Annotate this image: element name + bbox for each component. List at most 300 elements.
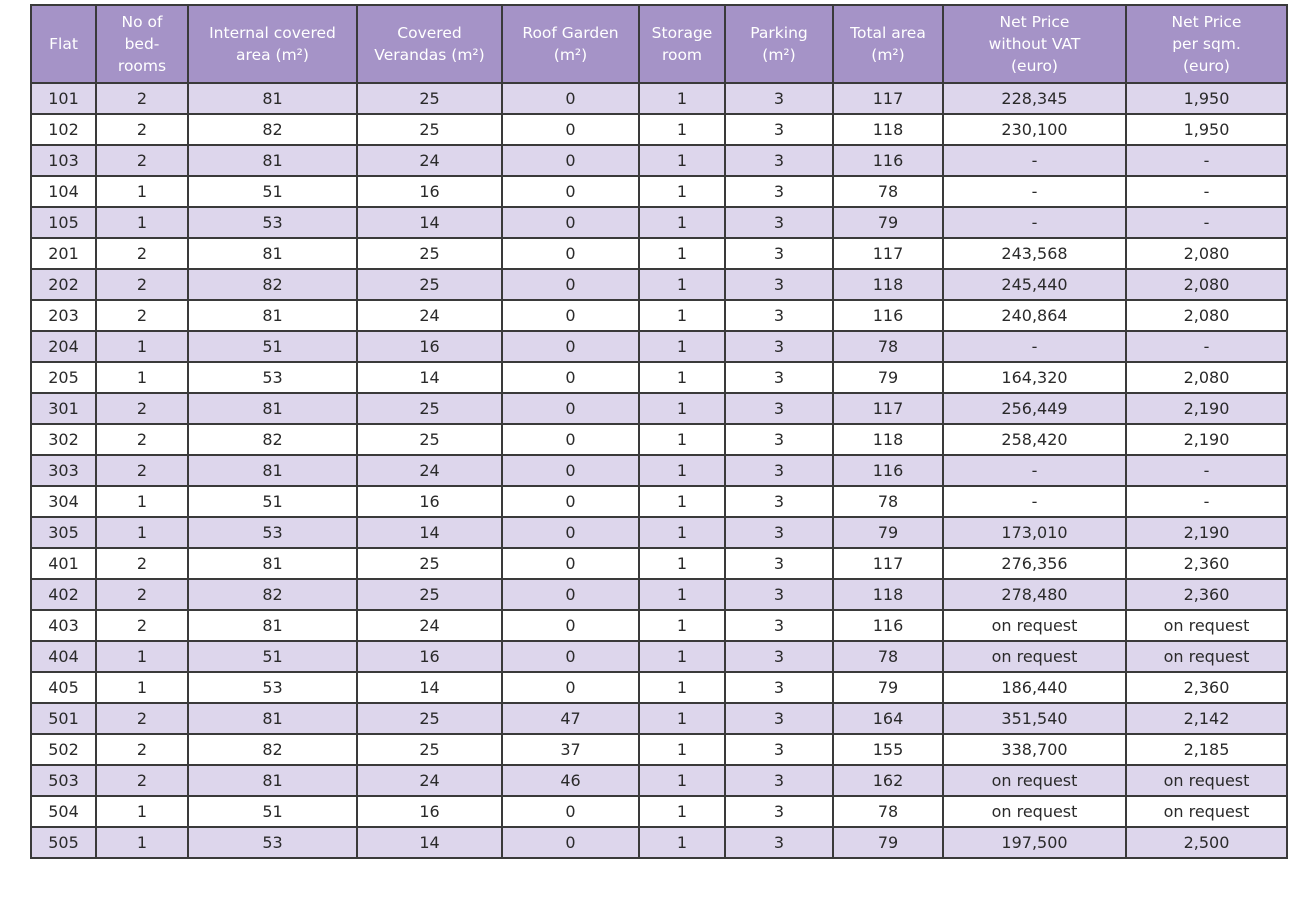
cell-roof-garden: 0: [502, 176, 639, 207]
cell-flat: 102: [31, 114, 96, 145]
cell-flat: 101: [31, 83, 96, 114]
cell-roof-garden: 0: [502, 300, 639, 331]
cell-total-area: 79: [833, 672, 943, 703]
cell-roof-garden: 0: [502, 641, 639, 672]
cell-roof-garden: 0: [502, 579, 639, 610]
column-header-verandas: [357, 5, 502, 83]
cell-bedrooms: 1: [96, 176, 188, 207]
cell-total-area: 117: [833, 83, 943, 114]
cell-storage-room: 1: [639, 548, 725, 579]
cell-price-per-sqm: 2,360: [1126, 672, 1287, 703]
cell-bedrooms: 1: [96, 362, 188, 393]
cell-internal-area: 51: [188, 486, 357, 517]
column-header-line: Verandas (m²): [374, 46, 485, 64]
header-row: [31, 5, 1287, 83]
table-row: [31, 672, 1287, 703]
cell-price-per-sqm: 2,080: [1126, 362, 1287, 393]
column-header-line: (m²): [553, 46, 588, 64]
cell-storage-room: 1: [639, 455, 725, 486]
cell-flat: 402: [31, 579, 96, 610]
cell-price-per-sqm: on request: [1126, 610, 1287, 641]
cell-total-area: 116: [833, 455, 943, 486]
cell-flat: 305: [31, 517, 96, 548]
cell-total-area: 116: [833, 610, 943, 641]
cell-internal-area: 81: [188, 610, 357, 641]
cell-net-price: 164,320: [943, 362, 1126, 393]
cell-parking: 3: [725, 765, 833, 796]
cell-bedrooms: 2: [96, 269, 188, 300]
cell-net-price: -: [943, 145, 1126, 176]
cell-net-price: 256,449: [943, 393, 1126, 424]
cell-storage-room: 1: [639, 517, 725, 548]
cell-storage-room: 1: [639, 331, 725, 362]
cell-parking: 3: [725, 734, 833, 765]
cell-flat: 405: [31, 672, 96, 703]
column-header-line: Roof Garden: [522, 24, 619, 42]
cell-flat: 302: [31, 424, 96, 455]
cell-price-per-sqm: 1,950: [1126, 83, 1287, 114]
cell-flat: 503: [31, 765, 96, 796]
column-header-line: Internal covered: [209, 24, 336, 42]
cell-internal-area: 82: [188, 579, 357, 610]
cell-roof-garden: 0: [502, 207, 639, 238]
cell-bedrooms: 2: [96, 424, 188, 455]
column-header-bedrooms: [96, 5, 188, 83]
cell-price-per-sqm: -: [1126, 145, 1287, 176]
column-header-line: area (m²): [236, 46, 309, 64]
cell-internal-area: 82: [188, 734, 357, 765]
column-header-line: Flat: [49, 35, 78, 53]
cell-verandas: 14: [357, 827, 502, 858]
cell-storage-room: 1: [639, 83, 725, 114]
cell-price-per-sqm: 2,080: [1126, 300, 1287, 331]
cell-price-per-sqm: -: [1126, 455, 1287, 486]
column-header-flat: [31, 5, 96, 83]
cell-price-per-sqm: -: [1126, 207, 1287, 238]
cell-internal-area: 82: [188, 269, 357, 300]
cell-net-price: on request: [943, 641, 1126, 672]
cell-internal-area: 53: [188, 517, 357, 548]
table-row: [31, 827, 1287, 858]
cell-roof-garden: 0: [502, 362, 639, 393]
cell-verandas: 25: [357, 269, 502, 300]
cell-verandas: 25: [357, 238, 502, 269]
table-row: [31, 362, 1287, 393]
cell-parking: 3: [725, 796, 833, 827]
cell-price-per-sqm: 2,080: [1126, 269, 1287, 300]
cell-internal-area: 81: [188, 83, 357, 114]
cell-parking: 3: [725, 548, 833, 579]
cell-price-per-sqm: on request: [1126, 796, 1287, 827]
cell-net-price: 197,500: [943, 827, 1126, 858]
table-row: [31, 176, 1287, 207]
cell-verandas: 25: [357, 393, 502, 424]
table-body: [31, 83, 1287, 858]
column-header-line: (euro): [1011, 57, 1058, 75]
cell-roof-garden: 46: [502, 765, 639, 796]
cell-roof-garden: 0: [502, 114, 639, 145]
cell-price-per-sqm: -: [1126, 176, 1287, 207]
cell-roof-garden: 0: [502, 269, 639, 300]
cell-parking: 3: [725, 331, 833, 362]
cell-price-per-sqm: 2,190: [1126, 424, 1287, 455]
cell-flat: 301: [31, 393, 96, 424]
table-row: [31, 145, 1287, 176]
table-row: [31, 610, 1287, 641]
cell-flat: 205: [31, 362, 96, 393]
cell-verandas: 16: [357, 486, 502, 517]
column-header-internal-area: [188, 5, 357, 83]
cell-storage-room: 1: [639, 269, 725, 300]
cell-parking: 3: [725, 672, 833, 703]
cell-internal-area: 51: [188, 331, 357, 362]
cell-verandas: 25: [357, 114, 502, 145]
cell-internal-area: 81: [188, 765, 357, 796]
column-header-line: (m²): [762, 46, 796, 64]
cell-net-price: 276,356: [943, 548, 1126, 579]
column-header-line: No of: [121, 13, 163, 31]
cell-net-price: 243,568: [943, 238, 1126, 269]
cell-flat: 504: [31, 796, 96, 827]
cell-bedrooms: 1: [96, 517, 188, 548]
cell-flat: 502: [31, 734, 96, 765]
cell-roof-garden: 37: [502, 734, 639, 765]
cell-verandas: 16: [357, 331, 502, 362]
table-row: [31, 455, 1287, 486]
cell-verandas: 14: [357, 362, 502, 393]
table-row: [31, 238, 1287, 269]
cell-bedrooms: 2: [96, 300, 188, 331]
table-row: [31, 83, 1287, 114]
cell-total-area: 78: [833, 641, 943, 672]
price-table-container: [30, 4, 1288, 859]
cell-verandas: 14: [357, 672, 502, 703]
column-header-line: Parking: [750, 24, 808, 42]
table-row: [31, 796, 1287, 827]
cell-bedrooms: 2: [96, 734, 188, 765]
cell-bedrooms: 2: [96, 703, 188, 734]
cell-net-price: -: [943, 176, 1126, 207]
table-header: [31, 5, 1287, 83]
cell-parking: 3: [725, 207, 833, 238]
cell-total-area: 78: [833, 796, 943, 827]
cell-net-price: 351,540: [943, 703, 1126, 734]
cell-roof-garden: 0: [502, 610, 639, 641]
cell-total-area: 118: [833, 424, 943, 455]
cell-roof-garden: 0: [502, 331, 639, 362]
cell-bedrooms: 2: [96, 610, 188, 641]
cell-internal-area: 53: [188, 362, 357, 393]
table-row: [31, 548, 1287, 579]
cell-verandas: 24: [357, 455, 502, 486]
cell-internal-area: 53: [188, 207, 357, 238]
cell-roof-garden: 47: [502, 703, 639, 734]
cell-verandas: 16: [357, 641, 502, 672]
cell-total-area: 155: [833, 734, 943, 765]
column-header-line: without VAT: [988, 35, 1081, 53]
cell-storage-room: 1: [639, 300, 725, 331]
cell-total-area: 118: [833, 579, 943, 610]
cell-total-area: 78: [833, 486, 943, 517]
cell-bedrooms: 1: [96, 796, 188, 827]
cell-price-per-sqm: 2,142: [1126, 703, 1287, 734]
cell-internal-area: 82: [188, 424, 357, 455]
table-row: [31, 765, 1287, 796]
cell-bedrooms: 1: [96, 486, 188, 517]
cell-storage-room: 1: [639, 734, 725, 765]
cell-price-per-sqm: 2,360: [1126, 579, 1287, 610]
cell-total-area: 117: [833, 393, 943, 424]
column-header-parking: [725, 5, 833, 83]
cell-flat: 303: [31, 455, 96, 486]
column-header-line: bed-: [124, 35, 160, 53]
cell-bedrooms: 2: [96, 579, 188, 610]
cell-roof-garden: 0: [502, 672, 639, 703]
cell-flat: 201: [31, 238, 96, 269]
cell-verandas: 16: [357, 176, 502, 207]
cell-internal-area: 81: [188, 548, 357, 579]
column-header-line: per sqm.: [1172, 35, 1241, 53]
cell-parking: 3: [725, 238, 833, 269]
cell-parking: 3: [725, 486, 833, 517]
cell-roof-garden: 0: [502, 455, 639, 486]
cell-net-price: 278,480: [943, 579, 1126, 610]
cell-total-area: 117: [833, 238, 943, 269]
cell-bedrooms: 1: [96, 331, 188, 362]
cell-storage-room: 1: [639, 796, 725, 827]
cell-total-area: 116: [833, 300, 943, 331]
cell-storage-room: 1: [639, 610, 725, 641]
price-table: [30, 4, 1288, 859]
cell-internal-area: 51: [188, 641, 357, 672]
cell-net-price: 186,440: [943, 672, 1126, 703]
cell-parking: 3: [725, 610, 833, 641]
cell-verandas: 24: [357, 300, 502, 331]
cell-flat: 403: [31, 610, 96, 641]
cell-verandas: 25: [357, 703, 502, 734]
cell-roof-garden: 0: [502, 83, 639, 114]
cell-flat: 104: [31, 176, 96, 207]
cell-flat: 304: [31, 486, 96, 517]
cell-parking: 3: [725, 517, 833, 548]
cell-storage-room: 1: [639, 393, 725, 424]
cell-storage-room: 1: [639, 672, 725, 703]
cell-verandas: 14: [357, 207, 502, 238]
cell-verandas: 24: [357, 765, 502, 796]
cell-parking: 3: [725, 827, 833, 858]
cell-parking: 3: [725, 393, 833, 424]
cell-net-price: on request: [943, 610, 1126, 641]
cell-storage-room: 1: [639, 424, 725, 455]
cell-bedrooms: 2: [96, 455, 188, 486]
table-row: [31, 300, 1287, 331]
cell-bedrooms: 2: [96, 548, 188, 579]
cell-internal-area: 53: [188, 672, 357, 703]
cell-bedrooms: 2: [96, 393, 188, 424]
cell-storage-room: 1: [639, 703, 725, 734]
cell-bedrooms: 1: [96, 827, 188, 858]
cell-flat: 401: [31, 548, 96, 579]
cell-verandas: 25: [357, 83, 502, 114]
cell-internal-area: 81: [188, 393, 357, 424]
cell-total-area: 79: [833, 362, 943, 393]
cell-flat: 203: [31, 300, 96, 331]
column-header-line: Total area: [850, 24, 926, 42]
cell-price-per-sqm: -: [1126, 486, 1287, 517]
cell-bedrooms: 2: [96, 83, 188, 114]
cell-parking: 3: [725, 83, 833, 114]
cell-internal-area: 81: [188, 145, 357, 176]
cell-net-price: -: [943, 331, 1126, 362]
cell-storage-room: 1: [639, 362, 725, 393]
cell-net-price: 240,864: [943, 300, 1126, 331]
table-row: [31, 269, 1287, 300]
column-header-line: (euro): [1183, 57, 1230, 75]
cell-internal-area: 81: [188, 238, 357, 269]
cell-total-area: 116: [833, 145, 943, 176]
cell-parking: 3: [725, 424, 833, 455]
cell-verandas: 25: [357, 579, 502, 610]
table-row: [31, 114, 1287, 145]
cell-net-price: 245,440: [943, 269, 1126, 300]
cell-roof-garden: 0: [502, 796, 639, 827]
cell-total-area: 78: [833, 176, 943, 207]
cell-net-price: -: [943, 207, 1126, 238]
cell-bedrooms: 2: [96, 238, 188, 269]
cell-flat: 505: [31, 827, 96, 858]
column-header-storage-room: [639, 5, 725, 83]
cell-net-price: 338,700: [943, 734, 1126, 765]
cell-net-price: on request: [943, 796, 1126, 827]
cell-verandas: 25: [357, 548, 502, 579]
cell-roof-garden: 0: [502, 827, 639, 858]
table-row: [31, 517, 1287, 548]
cell-parking: 3: [725, 269, 833, 300]
cell-price-per-sqm: 2,190: [1126, 517, 1287, 548]
cell-price-per-sqm: -: [1126, 331, 1287, 362]
cell-storage-room: 1: [639, 114, 725, 145]
column-header-total-area: [833, 5, 943, 83]
cell-price-per-sqm: on request: [1126, 641, 1287, 672]
cell-storage-room: 1: [639, 765, 725, 796]
cell-net-price: -: [943, 486, 1126, 517]
cell-flat: 103: [31, 145, 96, 176]
cell-storage-room: 1: [639, 486, 725, 517]
column-header-line: Net Price: [1171, 13, 1242, 31]
cell-total-area: 162: [833, 765, 943, 796]
table-row: [31, 579, 1287, 610]
table-row: [31, 486, 1287, 517]
table-row: [31, 424, 1287, 455]
column-header-line: Storage: [651, 24, 713, 42]
table-row: [31, 393, 1287, 424]
cell-parking: 3: [725, 641, 833, 672]
cell-net-price: -: [943, 455, 1126, 486]
column-header-roof-garden: [502, 5, 639, 83]
cell-bedrooms: 2: [96, 765, 188, 796]
table-row: [31, 207, 1287, 238]
cell-bedrooms: 1: [96, 207, 188, 238]
cell-net-price: 258,420: [943, 424, 1126, 455]
cell-storage-room: 1: [639, 238, 725, 269]
cell-net-price: 173,010: [943, 517, 1126, 548]
cell-total-area: 164: [833, 703, 943, 734]
table-row: [31, 734, 1287, 765]
cell-storage-room: 1: [639, 827, 725, 858]
table-row: [31, 703, 1287, 734]
cell-parking: 3: [725, 114, 833, 145]
cell-flat: 204: [31, 331, 96, 362]
column-header-line: room: [661, 46, 703, 64]
table-row: [31, 641, 1287, 672]
cell-internal-area: 51: [188, 796, 357, 827]
cell-roof-garden: 0: [502, 548, 639, 579]
cell-internal-area: 81: [188, 703, 357, 734]
cell-flat: 404: [31, 641, 96, 672]
cell-parking: 3: [725, 455, 833, 486]
cell-price-per-sqm: on request: [1126, 765, 1287, 796]
cell-parking: 3: [725, 300, 833, 331]
cell-roof-garden: 0: [502, 238, 639, 269]
column-header-line: Covered: [397, 24, 462, 42]
cell-net-price: 230,100: [943, 114, 1126, 145]
column-header-line: (m²): [871, 46, 905, 64]
cell-storage-room: 1: [639, 579, 725, 610]
cell-roof-garden: 0: [502, 486, 639, 517]
cell-verandas: 24: [357, 145, 502, 176]
cell-roof-garden: 0: [502, 424, 639, 455]
cell-verandas: 24: [357, 610, 502, 641]
cell-verandas: 14: [357, 517, 502, 548]
cell-verandas: 25: [357, 424, 502, 455]
cell-internal-area: 53: [188, 827, 357, 858]
cell-storage-room: 1: [639, 641, 725, 672]
table-row: [31, 331, 1287, 362]
cell-total-area: 78: [833, 331, 943, 362]
column-header-net-price: [943, 5, 1126, 83]
cell-roof-garden: 0: [502, 517, 639, 548]
cell-total-area: 79: [833, 827, 943, 858]
cell-flat: 501: [31, 703, 96, 734]
cell-price-per-sqm: 2,190: [1126, 393, 1287, 424]
column-header-line: Net Price: [999, 13, 1070, 31]
cell-price-per-sqm: 2,500: [1126, 827, 1287, 858]
cell-price-per-sqm: 1,950: [1126, 114, 1287, 145]
cell-parking: 3: [725, 362, 833, 393]
cell-parking: 3: [725, 703, 833, 734]
cell-total-area: 118: [833, 114, 943, 145]
cell-storage-room: 1: [639, 207, 725, 238]
cell-parking: 3: [725, 579, 833, 610]
cell-flat: 202: [31, 269, 96, 300]
cell-net-price: on request: [943, 765, 1126, 796]
cell-verandas: 25: [357, 734, 502, 765]
column-header-line: rooms: [117, 57, 167, 75]
cell-internal-area: 51: [188, 176, 357, 207]
cell-roof-garden: 0: [502, 145, 639, 176]
cell-net-price: 228,345: [943, 83, 1126, 114]
cell-internal-area: 82: [188, 114, 357, 145]
cell-bedrooms: 1: [96, 672, 188, 703]
cell-flat: 105: [31, 207, 96, 238]
cell-internal-area: 81: [188, 455, 357, 486]
cell-bedrooms: 2: [96, 145, 188, 176]
cell-price-per-sqm: 2,080: [1126, 238, 1287, 269]
cell-storage-room: 1: [639, 145, 725, 176]
cell-verandas: 16: [357, 796, 502, 827]
cell-total-area: 118: [833, 269, 943, 300]
cell-price-per-sqm: 2,360: [1126, 548, 1287, 579]
